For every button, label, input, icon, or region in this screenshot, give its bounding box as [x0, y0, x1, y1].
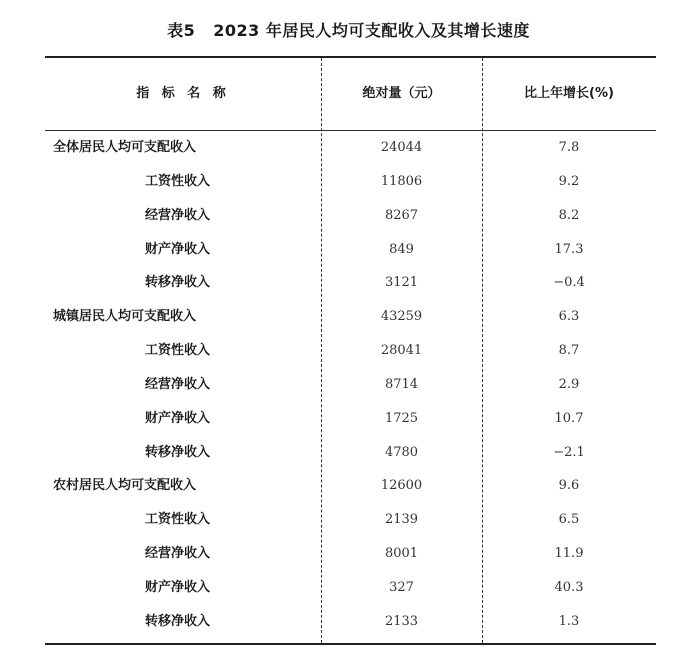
row-growth-rate: 8.7	[558, 343, 580, 359]
row-growth-rate: 17.3	[554, 241, 584, 257]
row-growth-rate: 9.6	[558, 478, 580, 494]
table-row	[45, 266, 656, 300]
row-absolute-value: 8714	[384, 376, 419, 392]
row-indicator-name: 工资性收入	[145, 343, 211, 359]
table-row	[45, 334, 656, 368]
row-growth-rate: 1.3	[558, 613, 580, 629]
row-absolute-value: 28041	[380, 343, 423, 359]
table-header	[45, 58, 656, 131]
row-absolute-value: 12600	[380, 478, 423, 494]
row-growth-rate: 40.3	[554, 579, 584, 595]
row-indicator-name: 工资性收入	[145, 173, 211, 189]
header-growth: 比上年增长(%)	[524, 86, 614, 101]
header-absolute: 绝对量（元）	[362, 86, 441, 101]
row-growth-rate: 8.2	[558, 207, 580, 223]
row-indicator-name: 转移净收入	[145, 613, 211, 629]
row-growth-rate: 9.2	[558, 173, 580, 189]
row-indicator-name: 财产净收入	[145, 579, 211, 595]
row-growth-rate: −0.4	[553, 275, 585, 291]
row-indicator-name: 经营净收入	[145, 376, 211, 392]
row-absolute-value: 327	[389, 579, 414, 595]
row-growth-rate: 6.5	[558, 512, 580, 528]
row-indicator-name: 转移净收入	[145, 275, 211, 291]
row-indicator-name: 财产净收入	[145, 241, 211, 257]
table-row	[45, 300, 656, 334]
table-row	[45, 199, 656, 233]
table-body	[45, 131, 656, 639]
table-row	[45, 131, 656, 165]
row-indicator-name: 城镇居民人均可支配收入	[53, 309, 197, 325]
row-indicator-name: 工资性收入	[145, 512, 211, 528]
header-indicator: 指 标 名 称	[136, 86, 230, 101]
row-growth-rate: 2.9	[558, 376, 580, 392]
row-growth-rate: 7.8	[558, 140, 580, 155]
row-absolute-value: 4780	[384, 444, 419, 460]
row-absolute-value: 1725	[384, 410, 419, 426]
row-absolute-value: 8001	[384, 546, 419, 562]
row-absolute-value: 849	[389, 241, 414, 257]
row-absolute-value: 3121	[384, 275, 419, 291]
row-growth-rate: −2.1	[553, 444, 585, 460]
income-table	[45, 56, 656, 645]
table-caption: 2023 年居民人均可支配收入及其增长速度	[213, 21, 530, 40]
row-indicator-name: 全体居民人均可支配收入	[53, 140, 197, 155]
row-absolute-value: 2133	[384, 613, 419, 629]
row-absolute-value: 2139	[384, 512, 419, 528]
table-row	[45, 436, 656, 470]
table-row	[45, 469, 656, 503]
row-indicator-name: 农村居民人均可支配收入	[53, 478, 197, 494]
table-title	[0, 18, 697, 41]
row-growth-rate: 10.7	[554, 410, 584, 426]
table-row	[45, 537, 656, 571]
row-absolute-value: 8267	[384, 207, 419, 223]
row-growth-rate: 11.9	[554, 546, 584, 562]
table-row	[45, 233, 656, 267]
table-row	[45, 368, 656, 402]
table-number: 表5	[167, 21, 196, 40]
table-row	[45, 402, 656, 436]
row-indicator-name: 经营净收入	[145, 546, 211, 562]
row-absolute-value: 11806	[380, 173, 423, 189]
row-indicator-name: 财产净收入	[145, 410, 211, 426]
row-indicator-name: 转移净收入	[145, 444, 211, 460]
table-row	[45, 503, 656, 537]
row-indicator-name: 经营净收入	[145, 207, 211, 223]
table-row	[45, 165, 656, 199]
row-growth-rate: 6.3	[558, 309, 580, 325]
row-absolute-value: 24044	[380, 140, 423, 155]
table-row	[45, 605, 656, 639]
row-absolute-value: 43259	[380, 309, 423, 325]
table-row	[45, 571, 656, 605]
